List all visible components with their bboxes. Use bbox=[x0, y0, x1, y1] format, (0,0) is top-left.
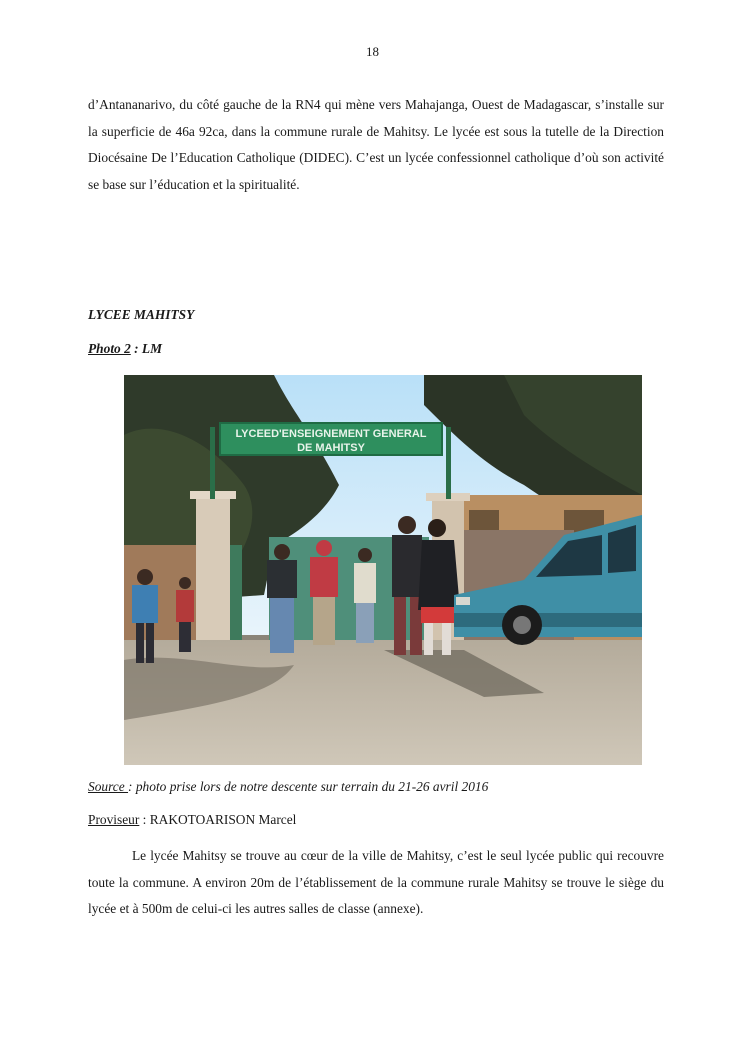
closing-paragraph: Le lycée Mahitsy se trouve au cœur de la ville de Mahitsy, c’est le seul lycée public qui recouvre toute la commune. A environ 20m de l’établissement de la commune rurale Mahitsy se trouve le siège du lycée et à 500m de celui-ci les autres salles de classe (annexe). bbox=[88, 848, 664, 916]
photo-source-text: : photo prise lors de notre descente sur terrain du 21-26 avril 2016 bbox=[128, 779, 489, 794]
principal-name: : RAKOTOARISON Marcel bbox=[139, 812, 297, 827]
section-heading: LYCEE MAHITSY bbox=[88, 307, 195, 322]
photo-source-label: Source bbox=[88, 779, 129, 794]
principal-line bbox=[88, 812, 296, 828]
intro-paragraph: d’Antananarivo, du côté gauche de la RN4 qui mène vers Mahajanga, Ouest de Madagascar, s’installe sur la superficie de 46a 92ca, dans la commune rurale de Mahitsy. Le lycée est sous la tutelle de la Direction Diocésaine De l’Education Catholique (DIDEC). C’est un lycée confessionnel catholique d’où son activité se base sur l’éducation et la spiritualité. bbox=[88, 97, 664, 192]
principal-label: Proviseur bbox=[88, 812, 140, 827]
photo-caption bbox=[88, 341, 162, 357]
photo-source bbox=[88, 779, 488, 795]
school-gate-photo bbox=[124, 375, 642, 765]
school-sign-line1: LYCEED'ENSEIGNEMENT GENERAL bbox=[235, 428, 427, 440]
page-number: 18 bbox=[366, 44, 379, 59]
school-sign-line2: DE MAHITSY bbox=[297, 442, 365, 454]
photo-caption-label: Photo 2 bbox=[88, 341, 131, 356]
left-gate-post bbox=[196, 495, 230, 645]
photo-caption-text: : LM bbox=[130, 341, 163, 356]
photo-illustration bbox=[124, 375, 642, 765]
